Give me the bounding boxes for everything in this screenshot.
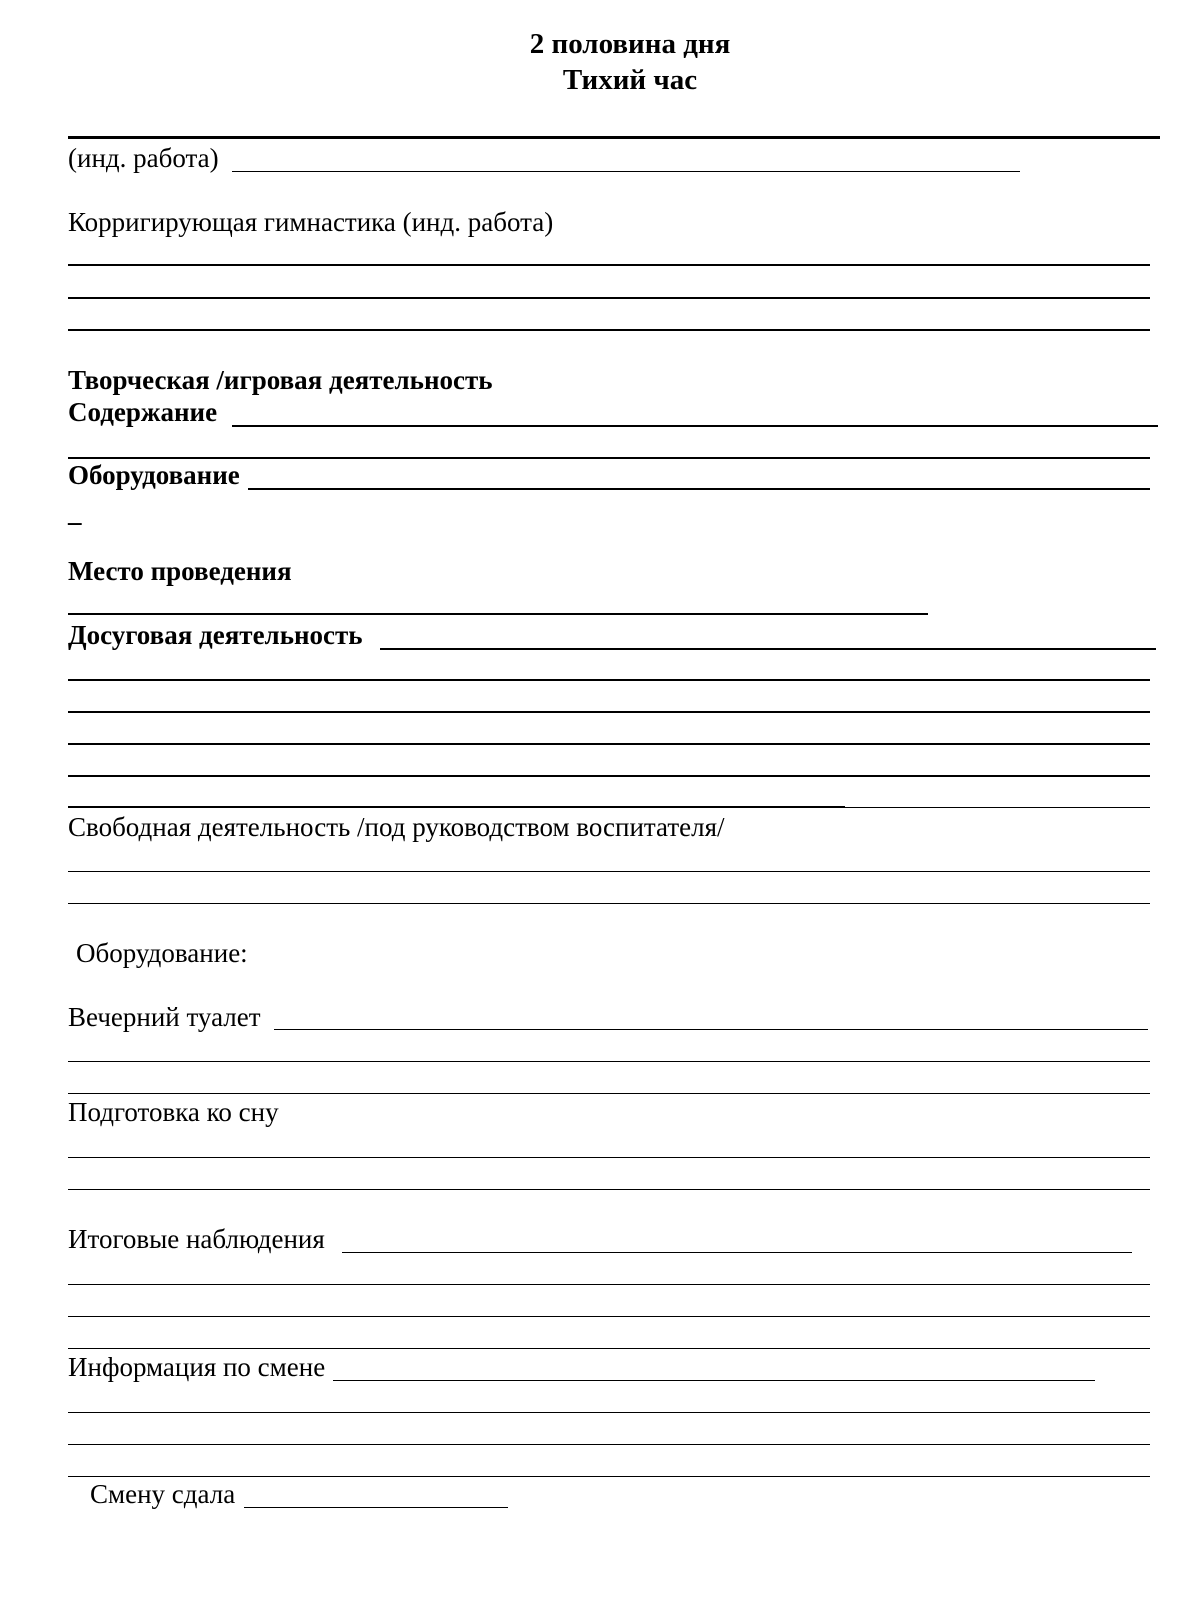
leisure-line[interactable] — [68, 806, 845, 808]
corrective-gym-line[interactable] — [68, 297, 1150, 299]
venue-label: Место проведения — [68, 556, 292, 586]
content-line[interactable] — [232, 425, 1158, 427]
leisure-line[interactable] — [68, 743, 1150, 745]
page-title-line1: 2 половина дня — [529, 28, 731, 60]
leisure-label: Досуговая деятельность — [68, 620, 363, 650]
final-observations-line[interactable] — [342, 1252, 1132, 1253]
dash-mark: _ — [68, 497, 82, 527]
shift-handed-label: Смену сдала — [90, 1479, 236, 1509]
content-label: Содержание — [68, 397, 218, 427]
prep-sleep-line[interactable] — [68, 1189, 1150, 1190]
evening-toilet-line[interactable] — [68, 1093, 1150, 1094]
prep-sleep-label: Подготовка ко сну — [68, 1097, 279, 1127]
shift-info-line[interactable] — [68, 1412, 1150, 1413]
shift-info-line[interactable] — [68, 1444, 1150, 1445]
leisure-line[interactable] — [845, 807, 1150, 808]
ind-work-label: (инд. работа) — [68, 143, 219, 173]
final-observations-line[interactable] — [68, 1348, 1150, 1349]
leisure-line[interactable] — [68, 711, 1150, 713]
leisure-line[interactable] — [68, 775, 1150, 777]
equipment-bold-label: Оборудование — [68, 460, 240, 490]
final-observations-line[interactable] — [68, 1316, 1150, 1317]
prep-sleep-line[interactable] — [68, 1157, 1150, 1158]
venue-line[interactable] — [68, 613, 928, 615]
leisure-line[interactable] — [68, 679, 1150, 681]
corrective-gym-label: Корригирующая гимнастика (инд. работа) — [68, 207, 554, 237]
free-activity-label: Свободная деятельность /под руководством воспитателя/ — [68, 812, 725, 842]
shift-info-line[interactable] — [333, 1380, 1095, 1381]
leisure-line[interactable] — [380, 648, 1156, 650]
corrective-gym-line[interactable] — [68, 264, 1150, 266]
equipment-line[interactable] — [248, 488, 1150, 490]
shift-handed-signature-line[interactable] — [244, 1507, 508, 1508]
final-observations-line[interactable] — [68, 1284, 1150, 1285]
ind-work-line[interactable] — [232, 171, 1020, 172]
shift-info-line[interactable] — [68, 1476, 1150, 1477]
evening-toilet-line[interactable] — [68, 1061, 1150, 1062]
free-activity-line[interactable] — [68, 871, 1150, 872]
header-divider — [68, 136, 1160, 139]
creative-activity-heading: Творческая /игровая деятельность — [68, 365, 493, 395]
shift-info-label: Информация по смене — [68, 1352, 326, 1382]
final-observations-label: Итоговые наблюдения — [68, 1224, 325, 1254]
equipment-label: Оборудование: — [76, 938, 248, 968]
free-activity-line[interactable] — [68, 903, 1150, 904]
corrective-gym-line[interactable] — [68, 329, 1150, 331]
page-title-line2: Тихий час — [562, 64, 698, 96]
evening-toilet-label: Вечерний туалет — [68, 1002, 261, 1032]
evening-toilet-line[interactable] — [274, 1029, 1148, 1030]
